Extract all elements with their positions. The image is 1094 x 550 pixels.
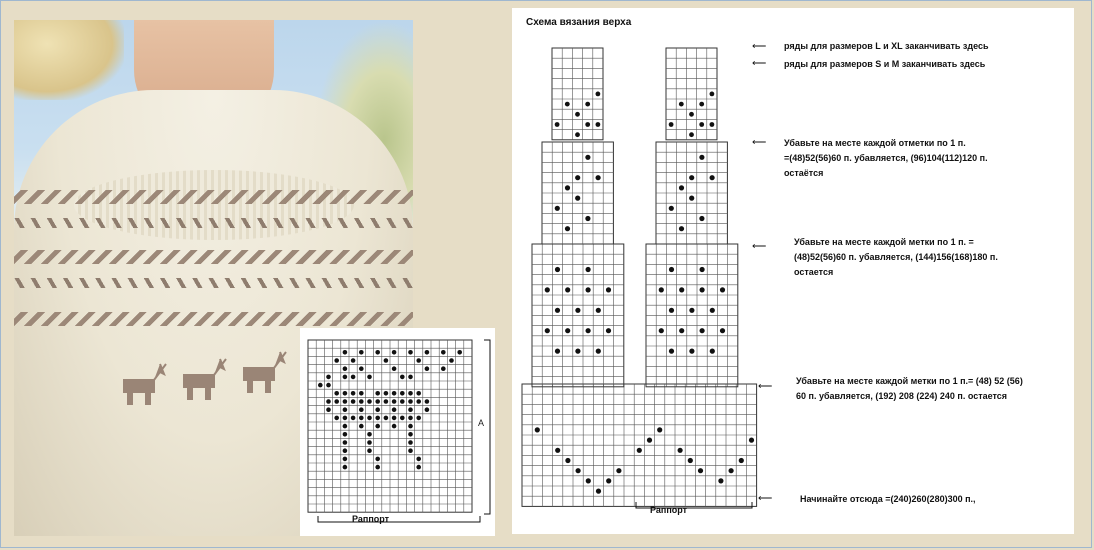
stitch-dot	[689, 132, 694, 137]
yoke-chart-grid	[512, 8, 1074, 534]
stitch-dot	[326, 375, 331, 380]
stitch-dot	[425, 366, 430, 371]
stitch-dot	[718, 478, 723, 483]
note-decrease-3-line2: 60 п. убавляется, (192) 208 (224) 240 п. остается	[796, 391, 1008, 401]
stitch-dot	[585, 102, 590, 107]
stitch-dot	[334, 391, 339, 396]
stitch-dot	[441, 350, 446, 355]
diagram-rapport-label: Раппорт	[650, 505, 688, 515]
chart-side-label: A	[478, 418, 485, 428]
stitch-dot	[679, 185, 684, 190]
stitch-dot	[555, 267, 560, 272]
stitch-dot	[586, 287, 591, 292]
stitch-dot	[596, 349, 601, 354]
stitch-dot	[669, 122, 674, 127]
stitch-dot	[400, 416, 405, 421]
stitch-dot	[334, 399, 339, 404]
note-decrease-1-line2: =(48)52(56)60 п. убавляется, (96)104(112)120 п.	[784, 153, 988, 163]
stitch-dot	[408, 432, 413, 437]
pattern-band	[14, 218, 413, 228]
stitch-dot	[392, 366, 397, 371]
note-decrease-2-line3: остается	[794, 267, 834, 277]
arrow-left-icon: ⟵	[752, 137, 767, 148]
stitch-dot	[576, 468, 581, 473]
stitch-dot	[457, 350, 462, 355]
stitch-dot	[408, 440, 413, 445]
stitch-dot	[616, 468, 621, 473]
stitch-dot	[689, 112, 694, 117]
stitch-dot	[359, 391, 364, 396]
stitch-dot	[326, 383, 331, 388]
stitch-dot	[343, 350, 348, 355]
stitch-dot	[375, 399, 380, 404]
stitch-dot	[689, 349, 694, 354]
stitch-dot	[679, 328, 684, 333]
yoke-diagram	[512, 8, 1074, 534]
stitch-dot	[596, 122, 601, 127]
reindeer-motif	[174, 355, 234, 405]
stitch-dot	[710, 175, 715, 180]
stitch-dot	[425, 350, 430, 355]
stitch-dot	[555, 206, 560, 211]
stitch-dot	[669, 308, 674, 313]
stitch-dot	[555, 122, 560, 127]
stitch-dot	[359, 399, 364, 404]
stitch-dot	[565, 102, 570, 107]
stitch-dot	[392, 391, 397, 396]
sweater-collar	[74, 170, 354, 240]
arrow-left-icon: ⟵	[752, 241, 767, 252]
small-a-bracket	[484, 340, 490, 514]
stitch-dot	[408, 399, 413, 404]
stitch-dot	[359, 416, 364, 421]
stitch-dot	[408, 424, 413, 429]
stitch-dot	[586, 267, 591, 272]
stitch-dot	[586, 478, 591, 483]
stitch-dot	[689, 308, 694, 313]
stitch-dot	[351, 416, 356, 421]
chart-rapport-label: Раппорт	[352, 514, 390, 524]
stitch-dot	[596, 308, 601, 313]
arrow-left-icon: ⟵	[752, 58, 767, 69]
stitch-dot	[400, 391, 405, 396]
stitch-dot	[606, 478, 611, 483]
stitch-dot	[375, 416, 380, 421]
stitch-dot	[425, 399, 430, 404]
reindeer-chart-grid	[300, 328, 495, 536]
note-decrease-1-line3: остаётся	[784, 168, 824, 178]
stitch-dot	[384, 358, 389, 363]
stitch-dot	[596, 175, 601, 180]
stitch-dot	[425, 407, 430, 412]
stitch-dot	[408, 350, 413, 355]
stitch-dot	[359, 350, 364, 355]
stitch-dot	[729, 468, 734, 473]
stitch-dot	[565, 328, 570, 333]
stitch-dot	[710, 308, 715, 313]
stitch-dot	[710, 122, 715, 127]
stitch-dot	[669, 349, 674, 354]
stitch-dot	[343, 407, 348, 412]
yoke-right-top-border	[666, 48, 717, 140]
stitch-dot	[596, 92, 601, 97]
stitch-dot	[384, 416, 389, 421]
stitch-dot	[669, 206, 674, 211]
stitch-dot	[535, 427, 540, 432]
stitch-dot	[575, 196, 580, 201]
stitch-dot	[585, 122, 590, 127]
stitch-dot	[586, 328, 591, 333]
stitch-dot	[343, 457, 348, 462]
stitch-dot	[392, 407, 397, 412]
stitch-dot	[565, 287, 570, 292]
stitch-dot	[367, 375, 372, 380]
stitch-dot	[679, 287, 684, 292]
stitch-dot	[699, 155, 704, 160]
stitch-dot	[408, 391, 413, 396]
stitch-dot	[416, 391, 421, 396]
stitch-dot	[710, 92, 715, 97]
diagram-title: Схема вязания верха	[526, 17, 632, 28]
stitch-dot	[375, 350, 380, 355]
stitch-dot	[700, 287, 705, 292]
pattern-band	[14, 278, 413, 288]
stitch-dot	[343, 416, 348, 421]
stitch-dot	[400, 375, 405, 380]
stitch-dot	[408, 375, 413, 380]
stitch-dot	[400, 399, 405, 404]
stitch-dot	[555, 308, 560, 313]
stitch-dot	[669, 267, 674, 272]
note-rows-s-m: ряды для размеров S и M заканчивать здесь	[784, 59, 986, 69]
stitch-dot	[657, 427, 662, 432]
stitch-dot	[720, 287, 725, 292]
note-decrease-2-line1: Убавьте на месте каждой метки по 1 п. =	[794, 237, 974, 247]
stitch-dot	[375, 424, 380, 429]
note-decrease-1-line1: Убавьте на месте каждой отметки по 1 п.	[784, 138, 966, 148]
stitch-dot	[700, 267, 705, 272]
stitch-dot	[416, 465, 421, 470]
stitch-dot	[375, 465, 380, 470]
stitch-dot	[367, 416, 372, 421]
stitch-dot	[449, 358, 454, 363]
stitch-dot	[367, 440, 372, 445]
pattern-band	[14, 312, 413, 326]
stitch-dot	[392, 416, 397, 421]
stitch-dot	[606, 287, 611, 292]
stitch-dot	[416, 457, 421, 462]
model-hair	[14, 20, 124, 100]
stitch-dot	[351, 399, 356, 404]
stitch-dot	[545, 328, 550, 333]
arrow-left-icon: ⟵	[758, 493, 773, 504]
stitch-dot	[343, 432, 348, 437]
stitch-dot	[375, 457, 380, 462]
stitch-dot	[575, 112, 580, 117]
stitch-dot	[367, 399, 372, 404]
stitch-dot	[375, 391, 380, 396]
stitch-dot	[679, 226, 684, 231]
stitch-dot	[555, 448, 560, 453]
stitch-dot	[318, 383, 323, 388]
stitch-dot	[699, 216, 704, 221]
stitch-dot	[408, 407, 413, 412]
stitch-dot	[699, 122, 704, 127]
stitch-dot	[606, 328, 611, 333]
stitch-dot	[326, 399, 331, 404]
stitch-dot	[710, 349, 715, 354]
stitch-dot	[408, 448, 413, 453]
stitch-dot	[565, 185, 570, 190]
stitch-dot	[678, 448, 683, 453]
stitch-dot	[679, 102, 684, 107]
stitch-dot	[392, 399, 397, 404]
stitch-dot	[545, 287, 550, 292]
stitch-dot	[343, 424, 348, 429]
stitch-dot	[334, 416, 339, 421]
stitch-dot	[359, 407, 364, 412]
stitch-dot	[575, 349, 580, 354]
arrow-left-icon: ⟵	[758, 381, 773, 392]
stitch-dot	[647, 438, 652, 443]
reindeer-chart	[300, 328, 495, 536]
stitch-dot	[659, 328, 664, 333]
stitch-dot	[343, 366, 348, 371]
stitch-dot	[739, 458, 744, 463]
stitch-dot	[659, 287, 664, 292]
stitch-dot	[565, 458, 570, 463]
stitch-dot	[699, 102, 704, 107]
stitch-dot	[392, 350, 397, 355]
yoke-left-top-border	[552, 48, 603, 140]
stitch-dot	[359, 366, 364, 371]
stitch-dot	[416, 358, 421, 363]
stitch-dot	[441, 366, 446, 371]
stitch-dot	[565, 226, 570, 231]
reindeer-motif	[114, 360, 174, 410]
stitch-dot	[334, 358, 339, 363]
stitch-dot	[326, 407, 331, 412]
stitch-dot	[585, 155, 590, 160]
stitch-dot	[575, 132, 580, 137]
note-decrease-3-line1: Убавьте на месте каждой метки по 1 п.= (48) 52 (56)	[796, 376, 1023, 386]
pattern-band	[14, 250, 413, 264]
stitch-dot	[637, 448, 642, 453]
stitch-dot	[416, 416, 421, 421]
stitch-dot	[749, 438, 754, 443]
stitch-dot	[375, 407, 380, 412]
stitch-dot	[720, 328, 725, 333]
stitch-dot	[351, 391, 356, 396]
stitch-dot	[689, 175, 694, 180]
stitch-dot	[700, 328, 705, 333]
stitch-dot	[585, 216, 590, 221]
stitch-dot	[343, 448, 348, 453]
stitch-dot	[351, 358, 356, 363]
stitch-dot	[343, 465, 348, 470]
stitch-dot	[367, 448, 372, 453]
small-rapport-bracket	[318, 516, 480, 522]
stitch-dot	[698, 468, 703, 473]
stitch-dot	[689, 196, 694, 201]
stitch-dot	[408, 416, 413, 421]
reindeer-motif	[234, 348, 294, 398]
stitch-dot	[359, 424, 364, 429]
stitch-dot	[596, 489, 601, 494]
stitch-dot	[343, 391, 348, 396]
note-start-here: Начинайте отсюда =(240)260(280)300 п.,	[800, 494, 976, 504]
note-rows-l-xl: ряды для размеров L и XL заканчивать здесь	[784, 41, 989, 51]
stitch-dot	[416, 399, 421, 404]
stitch-dot	[392, 424, 397, 429]
stitch-dot	[384, 391, 389, 396]
stitch-dot	[555, 349, 560, 354]
stitch-dot	[343, 440, 348, 445]
stitch-dot	[688, 458, 693, 463]
stitch-dot	[343, 399, 348, 404]
stitch-dot	[351, 375, 356, 380]
stitch-dot	[575, 308, 580, 313]
arrow-left-icon: ⟵	[752, 41, 767, 52]
stitch-dot	[367, 432, 372, 437]
note-decrease-2-line2: (48)52(56)60 п. убавляется, (144)156(168)180 п.	[794, 252, 998, 262]
stitch-dot	[575, 175, 580, 180]
stitch-dot	[343, 375, 348, 380]
pattern-band	[14, 190, 413, 204]
stitch-dot	[384, 399, 389, 404]
